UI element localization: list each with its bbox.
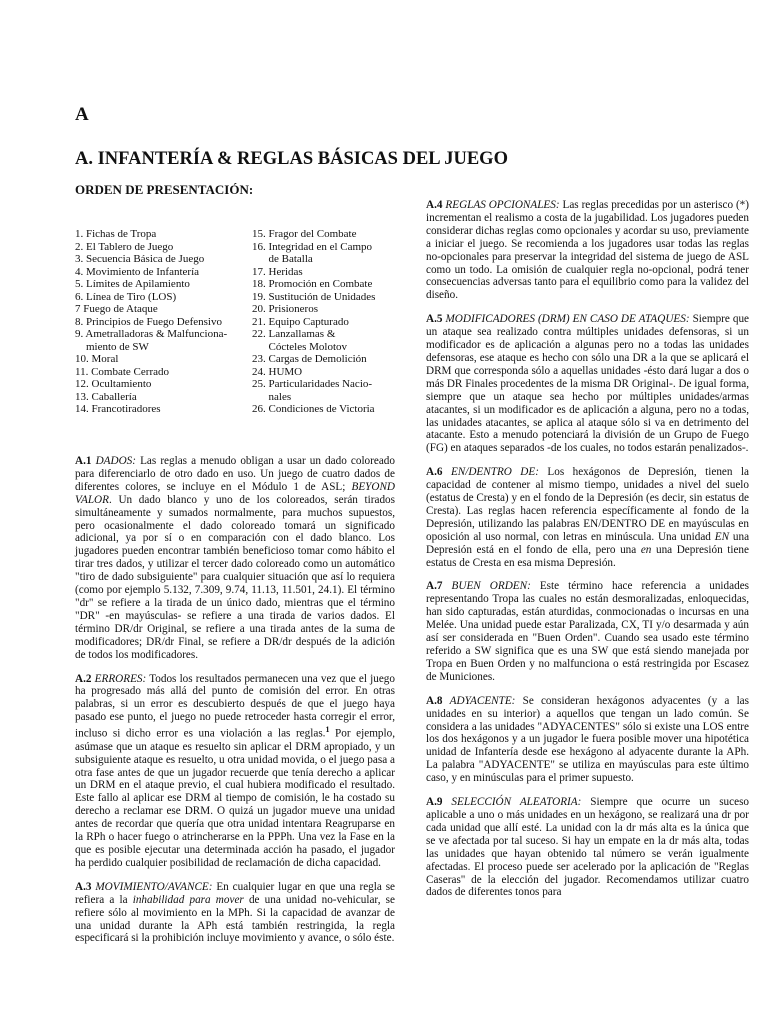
rule-number: A.5 bbox=[426, 313, 443, 326]
rule-number: A.6 bbox=[426, 466, 443, 479]
toc-list-right bbox=[252, 228, 397, 416]
rule-text: Este término hace referencia a unidades representando Tropa las cuales no están desmoralizadas, enloquecidas, han sido capturadas, están aturdidas, conmocionadas o incursas en una Melée. Una unidad puede estar Paralizada, CX, TI y/o desarmada y aún así ser considerada en "Buen Orden". Cuando sea usado este término referido a SW significa que es una SW que está siendo manejada por Tropa en Buen Orden y no malfunciona o está restringida por Escasez de Municiones. bbox=[426, 580, 750, 683]
rule-name: EN/DENTRO DE: bbox=[450, 466, 539, 479]
toc-item: 21. Equipo Capturado bbox=[252, 315, 349, 328]
rule-a4 bbox=[426, 199, 749, 302]
rule-name: DADOS: bbox=[95, 455, 136, 467]
rule-name: BUEN ORDEN: bbox=[451, 580, 531, 593]
rule-a9 bbox=[426, 796, 749, 899]
rule-a1 bbox=[75, 455, 395, 662]
rule-number: A.9 bbox=[426, 796, 443, 809]
toc-item: 19. Sustitución de Unidades bbox=[252, 290, 376, 303]
rule-text: Se consideran hexágonos adyacentes (y a las unidades en su interior) a aquellos que tengan un lado común. Se considera a las unidades "ADYACENTES" sólo si existe una LOS entre los dos hexágonos y a un jugador le fuera posible mover una hipotética unidad de Infantería desde ese hexágono al adyacente durante la APh. La palabra "ADYACENTE" se utiliza en mayúsculas para este último caso, y en minúsculas para el primer supuesto. bbox=[426, 694, 749, 785]
column-right bbox=[426, 199, 749, 910]
toc-item: 22. Lanzallamas & bbox=[252, 328, 336, 340]
rule-a3 bbox=[75, 881, 395, 946]
rule-name: REGLAS OPCIONALES: bbox=[445, 199, 560, 211]
toc-item: 23. Cargas de Demolición bbox=[252, 353, 367, 365]
rule-name: SELECCIÓN ALEATORIA: bbox=[451, 796, 582, 809]
rule-text-italic: EN bbox=[714, 530, 730, 543]
toc-heading: ORDEN DE PRESENTACIÓN: bbox=[75, 182, 254, 197]
section-letter: A bbox=[75, 104, 89, 125]
toc-item: 1. Fichas de Tropa bbox=[75, 228, 157, 240]
toc-item: 15. Fragor del Combate bbox=[252, 228, 357, 240]
rule-a8 bbox=[426, 695, 749, 785]
rule-number: A.4 bbox=[426, 199, 443, 211]
rule-a2 bbox=[75, 673, 395, 870]
toc-item: 8. Principios de Fuego Defensivo bbox=[75, 315, 222, 328]
rule-number: A.2 bbox=[75, 672, 92, 685]
toc-item: 7 Fuego de Ataque bbox=[75, 303, 158, 315]
toc-item: 6. Línea de Tiro (LOS) bbox=[75, 290, 177, 303]
rule-text: de una unidad no-vehicular, se refiere sólo al movimiento en la MPh. Si la capacidad de avanzar de una unidad durante la APh está también restringida, la regla especificará si la prohibición incluye movimiento y avance, o sólo éste. bbox=[75, 893, 395, 945]
rule-number: A.3 bbox=[75, 880, 92, 893]
rule-text-italic: BEYOND VALOR bbox=[75, 480, 395, 506]
chapter-title: A. INFANTERÍA & REGLAS BÁSICAS DEL JUEGO bbox=[75, 149, 508, 169]
rule-number: A.8 bbox=[426, 694, 443, 707]
toc-item: 18. Promoción en Combate bbox=[252, 278, 373, 290]
rule-name: ERRORES: bbox=[94, 672, 147, 685]
toc-item: 10. Moral bbox=[75, 353, 119, 365]
toc-item: 4. Movimiento de Infantería bbox=[75, 265, 200, 278]
rule-name: MOVIMIENTO/AVANCE: bbox=[95, 880, 213, 893]
toc-item: Cócteles Molotov bbox=[252, 340, 348, 353]
rule-name: MODIFICADORES (DRM) EN CASO DE ATAQUES: bbox=[445, 313, 690, 326]
toc-item: 12. Ocultamiento bbox=[75, 378, 152, 390]
toc-item: 20. Prisioneros bbox=[252, 303, 318, 315]
rule-text: Por ejemplo, asúmase que un ataque es resuelto sin aplicar el DRM apropiado, y un subsiguiente ataque es resuelto, u otra unidad movida, o el juego pasa a otra fase antes de que un jugador recuerde que tenía derecho a aplicar un DRM en el ataque previo, el cual hubiera modificado el resultado. Este fallo al aplicar ese DRM al tiempo de comisión, le ha costado su derecho a reclamar ese DRM. O quizá un jugador mueve una unidad antes de recordar que quería que otra unidad intentara Reagruparse en la RPh o hacer fuego o atrincherarse en la PPPh. Una vez la Fase en la que es posible ejecutar una determinada acción ha pasado, el jugador ha perdido cualquier posibilidad de reclamación de dicha capacidad. bbox=[75, 727, 395, 869]
rule-a5 bbox=[426, 313, 749, 455]
rule-a6 bbox=[426, 466, 749, 569]
rule-text-italic: en bbox=[640, 543, 652, 556]
rule-text: Las reglas a menudo obligan a usar un dado coloreado para diferenciarlo de otro dado en uso. Un juego de cuatro dados de diferentes colores, se incluye en el Módulo 1 de ASL; bbox=[75, 455, 395, 493]
rule-text-italic: inhabilidad para mover bbox=[132, 893, 244, 906]
toc-list-left bbox=[75, 228, 253, 416]
toc-item: de Batalla bbox=[252, 253, 313, 265]
rule-text: Los hexágonos de Depresión, tienen la capacidad de contener al mismo tiempo, unidades a nivel del suelo (estatus de Cresta) y en el fondo de la Depresión (es decir, sin estatus de Cresta). Las reglas hacen referencia específicamente al fondo de la Depresión, utilizando las palabras EN/DENTRO DE en mayúsculas en oposición al uso normal, con letras en minúscula. Una unidad bbox=[426, 466, 749, 543]
rule-name: ADYACENTE: bbox=[449, 694, 516, 707]
rule-text: Las reglas precedidas por un asterisco (*) incrementan el realismo a costa de la jugabilidad. Los jugadores pueden considerar dichas reglas como opcionales y acordar su uso, previamente a iniciar el juego. Se recomienda a los jugadores usar todas las reglas no-opcionales para preservar la integridad del sistema de juego de ASL como un todo. La omisión de cualquier regla no-opcional, podrá tener consecuencias adversas tanto para el equilibrio como para la validez del diseño. bbox=[426, 199, 750, 302]
toc-item: 25. Particularidades Nacio- bbox=[252, 378, 373, 390]
rule-text: una Depresión tiene estatus de Cresta en esa misma Depresión. bbox=[426, 543, 749, 569]
toc-item: 14. Francotiradores bbox=[75, 403, 161, 415]
rule-text: En cualquier lugar en que una regla se refiera a la bbox=[75, 880, 396, 906]
toc-item: 24. HUMO bbox=[252, 365, 303, 378]
footnote-marker[interactable]: 1 bbox=[325, 725, 330, 735]
rule-text: una Depresión está en el fondo de ella, pero una bbox=[426, 530, 750, 556]
toc-item: 9. Ametralladoras & Malfunciona- bbox=[75, 328, 228, 340]
rule-number: A.7 bbox=[426, 580, 443, 593]
toc-item: 16. Integridad en el Campo bbox=[252, 240, 373, 253]
toc-item: 13. Caballería bbox=[75, 390, 137, 403]
rule-number: A.1 bbox=[75, 455, 92, 467]
toc-item: 17. Heridas bbox=[252, 265, 303, 278]
rule-text: Siempre que un ataque sea realizado contra múltiples unidades defensoras, si un modificador es de aplicación a algunas pero no a todas las unidades defensoras, ese ataque es hecho con sólo una DR a la que se aplicará el DRM que corresponda sólo a aquellas unidades -ésto dará lugar a dos o más DR Finales procedentes de la misma DR Original-. De igual forma, siempre que un ataque sea hecho por múltiples unidades/armas atacantes, si un modificador es de aplicación a alguna, pero no a todas, las unidades atacantes, se aplica al ataque sólo si va en detrimento del atacante. Esto a menudo potenciará la división de un Grupo de Fuego (FG) en ataques separados -de los cuales, no todos estarán penalizados-. bbox=[426, 313, 750, 455]
rule-text: . Un dado blanco y uno de los coloreados, serán tirados simultáneamente y sumados normalmente, para muchos supuestos, pero ocasionalmente el dado coloreado tomará un significado adicional, ya por sí o en comparación con el dado blanco. Los jugadores pueden encontrar también beneficioso tomar como hábito el tirar tres dados, y utilizar el tercer dado coloreado como un automático "tiro de dado subsiguiente" para cualquier situación que así lo requiera (como por ejemplo 5.132, 7.309, 9.74, 11.13, 11.501, 24.1). El término "dr" se refiere a la tirada de un único dado, mientras que el término "DR" -en mayúsculas- se refiere a una tirada de varios dados. El término DR/dr Original, se refiere a una tirada antes de la suma de modificadores; DR/dr Final, se refiere a DR/dr después de la adición de todos los modificadores. bbox=[75, 493, 395, 661]
toc-item: 26. Condiciones de Victoria bbox=[252, 403, 375, 415]
toc-item: 5. Límites de Apilamiento bbox=[75, 278, 190, 290]
toc-item: miento de SW bbox=[75, 340, 149, 353]
rule-text: Siempre que ocurre un suceso aplicable a uno o más unidades en un hexágono, se realizará una dr por cada unidad que allí esté. La unidad con la dr más alta es la única que se ve afectada por tal suceso. Si hay un empate en la dr más alta, todas las unidades que hayan obtenido tal número se verán igualmente afectadas. El proceso puede ser acelerado por la aplicación de "Reglas Caseras" de la elección del jugador. Recomendamos utilizar cuatro dados de diferentes tonos para bbox=[426, 796, 750, 899]
toc-item: nales bbox=[252, 390, 292, 403]
rule-text: Todos los resultados permanecen una vez que el juego ha progresado más allá del punto de comisión del error. En otras palabras, si un error es descubierto después de que el juego haya pasado ese punto, el juego no puede retroceder hasta corregir el error, incluso si dicho error es una violación a las reglas. bbox=[75, 672, 395, 740]
toc-item: 11. Combate Cerrado bbox=[75, 365, 169, 378]
column-left bbox=[75, 455, 395, 956]
rule-a7 bbox=[426, 580, 749, 683]
toc-item: 3. Secuencia Básica de Juego bbox=[75, 253, 205, 265]
toc-item: 2. El Tablero de Juego bbox=[75, 240, 174, 253]
